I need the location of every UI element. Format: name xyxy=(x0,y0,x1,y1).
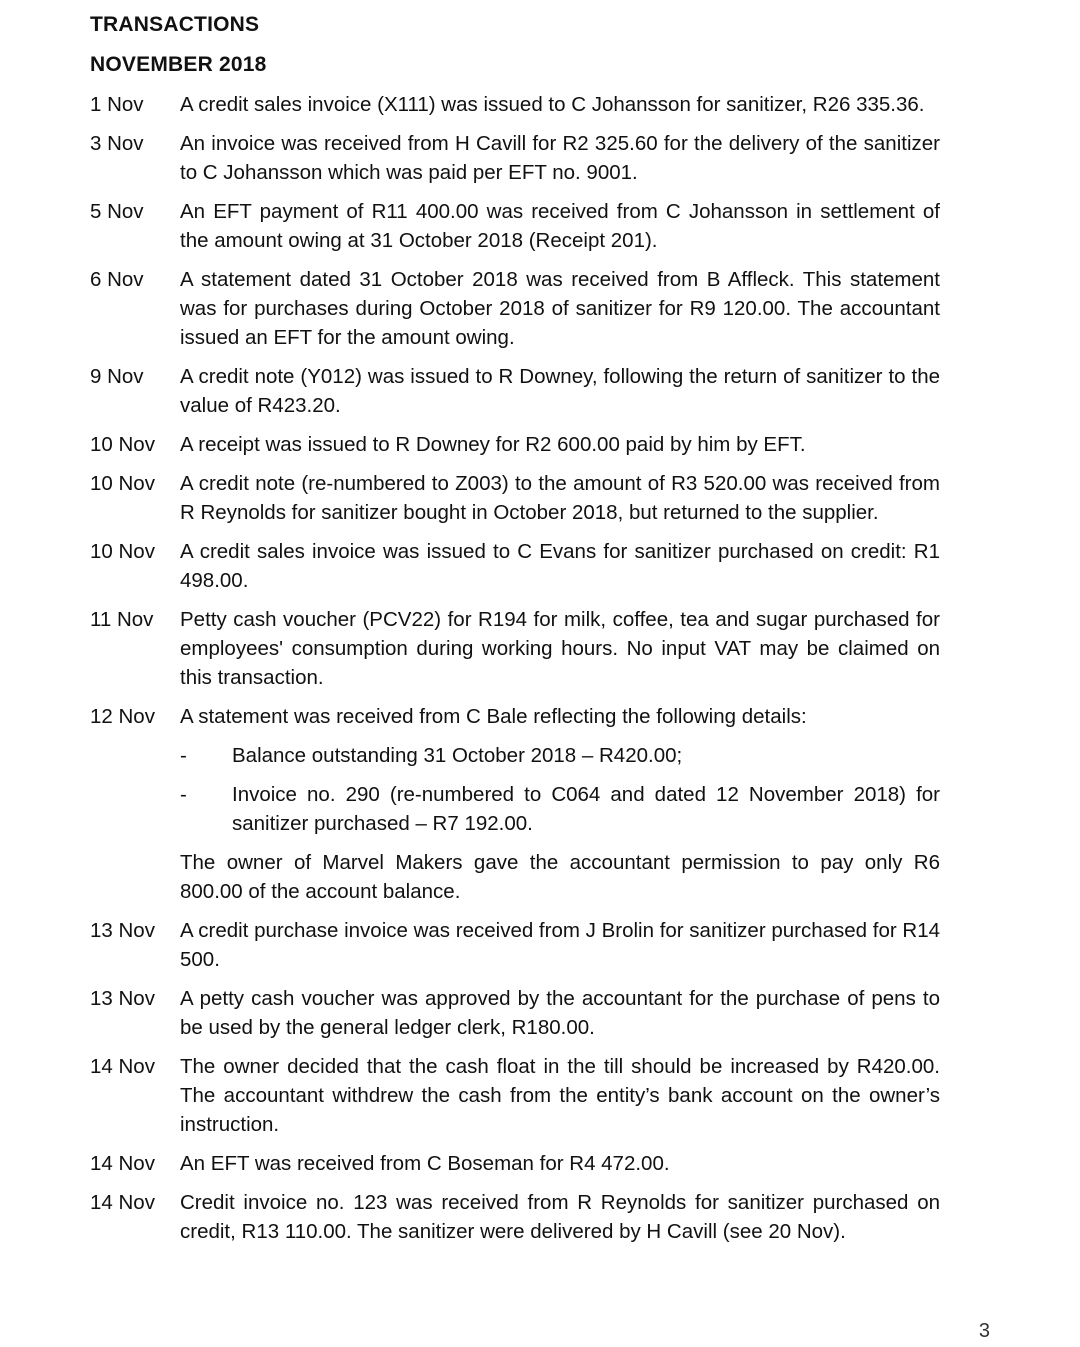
transaction-description: Petty cash voucher (PCV22) for R194 for milk, coffee, tea and sugar purchased for employees' consumption during working hours. No input VAT may be claimed on this transaction. xyxy=(180,608,940,689)
list-item xyxy=(180,780,940,838)
transaction-date: 10 Nov xyxy=(90,540,155,563)
transaction-date: 13 Nov xyxy=(90,987,155,1010)
transaction-entry xyxy=(90,90,940,119)
transaction-entry xyxy=(90,362,940,420)
transaction-description: A statement was received from C Bale reflecting the following details: xyxy=(180,705,807,728)
transaction-description: A credit note (Y012) was issued to R Downey, following the return of sanitizer to the value of R423.20. xyxy=(180,365,940,417)
transaction-entry xyxy=(90,1188,940,1246)
transaction-date: 3 Nov xyxy=(90,132,144,155)
transaction-date: 6 Nov xyxy=(90,268,144,291)
list-item xyxy=(180,741,940,770)
transaction-entry xyxy=(90,265,940,352)
page-title: TRANSACTIONS xyxy=(90,13,260,36)
transaction-entry xyxy=(90,984,940,1042)
dash-bullet: - xyxy=(180,783,187,806)
transaction-description: A credit note (re-numbered to Z003) to the amount of R3 520.00 was received from R Reynolds for sanitizer bought in October 2018, but returned to the supplier. xyxy=(180,472,940,524)
transaction-date: 9 Nov xyxy=(90,365,144,388)
transaction-date: 14 Nov xyxy=(90,1152,155,1175)
transaction-description: A statement dated 31 October 2018 was received from B Affleck. This statement was for purchases during October 2018 of sanitizer for R9 120.00. The accountant issued an EFT for the amount owing. xyxy=(180,268,940,349)
transaction-date: 11 Nov xyxy=(90,608,154,631)
transaction-description: An EFT payment of R11 400.00 was received from C Johansson in settlement of the amount owing at 31 October 2018 (Receipt 201). xyxy=(180,200,940,252)
transaction-entry xyxy=(90,605,940,692)
transaction-date: 5 Nov xyxy=(90,200,144,223)
transaction-description: A petty cash voucher was approved by the accountant for the purchase of pens to be used by the general ledger clerk, R180.00. xyxy=(180,987,940,1039)
transaction-description: A credit purchase invoice was received from J Brolin for sanitizer purchased for R14 500. xyxy=(180,919,940,971)
transaction-entry xyxy=(90,430,940,459)
list-item-text: Invoice no. 290 (re-numbered to C064 and dated 12 November 2018) for sanitizer purchased – R7 192.00. xyxy=(232,783,940,835)
page-number: 3 xyxy=(978,1320,990,1342)
dash-bullet: - xyxy=(180,744,187,767)
transaction-date: 13 Nov xyxy=(90,919,155,942)
transaction-entry xyxy=(90,702,940,906)
document-page xyxy=(90,10,940,1256)
transaction-entry xyxy=(90,197,940,255)
transaction-description: An EFT was received from C Boseman for R4 472.00. xyxy=(180,1152,670,1175)
transaction-date: 14 Nov xyxy=(90,1191,155,1214)
transaction-entry xyxy=(90,469,940,527)
transaction-date: 14 Nov xyxy=(90,1055,155,1078)
list-item-text: Balance outstanding 31 October 2018 – R420.00; xyxy=(232,744,683,767)
transaction-entry xyxy=(90,537,940,595)
transaction-description: A credit sales invoice was issued to C Evans for sanitizer purchased on credit: R1 498.00. xyxy=(180,540,940,592)
month-heading: NOVEMBER 2018 xyxy=(90,53,267,76)
transaction-date: 12 Nov xyxy=(90,705,155,728)
transaction-description: Credit invoice no. 123 was received from R Reynolds for sanitizer purchased on credit, R13 110.00. The sanitizer were delivered by H Cavill (see 20 Nov). xyxy=(180,1191,940,1243)
transaction-description: A receipt was issued to R Downey for R2 600.00 paid by him by EFT. xyxy=(180,433,806,456)
transaction-entry xyxy=(90,1052,940,1139)
transaction-date: 10 Nov xyxy=(90,433,155,456)
transaction-note: The owner of Marvel Makers gave the accountant permission to pay only R6 800.00 of the account balance. xyxy=(180,851,940,903)
transaction-entry xyxy=(90,916,940,974)
statement-details-list xyxy=(180,741,940,838)
transaction-date: 10 Nov xyxy=(90,472,155,495)
transaction-description: An invoice was received from H Cavill for R2 325.60 for the delivery of the sanitizer to C Johansson which was paid per EFT no. 9001. xyxy=(180,132,940,184)
transaction-description: The owner decided that the cash float in the till should be increased by R420.00. The accountant withdrew the cash from the entity’s bank account on the owner’s instruction. xyxy=(180,1055,940,1136)
transaction-description-block xyxy=(180,702,940,906)
transaction-entry xyxy=(90,1149,940,1178)
transaction-entry xyxy=(90,129,940,187)
transaction-date: 1 Nov xyxy=(90,93,144,116)
transaction-description: A credit sales invoice (X111) was issued to C Johansson for sanitizer, R26 335.36. xyxy=(180,93,925,116)
